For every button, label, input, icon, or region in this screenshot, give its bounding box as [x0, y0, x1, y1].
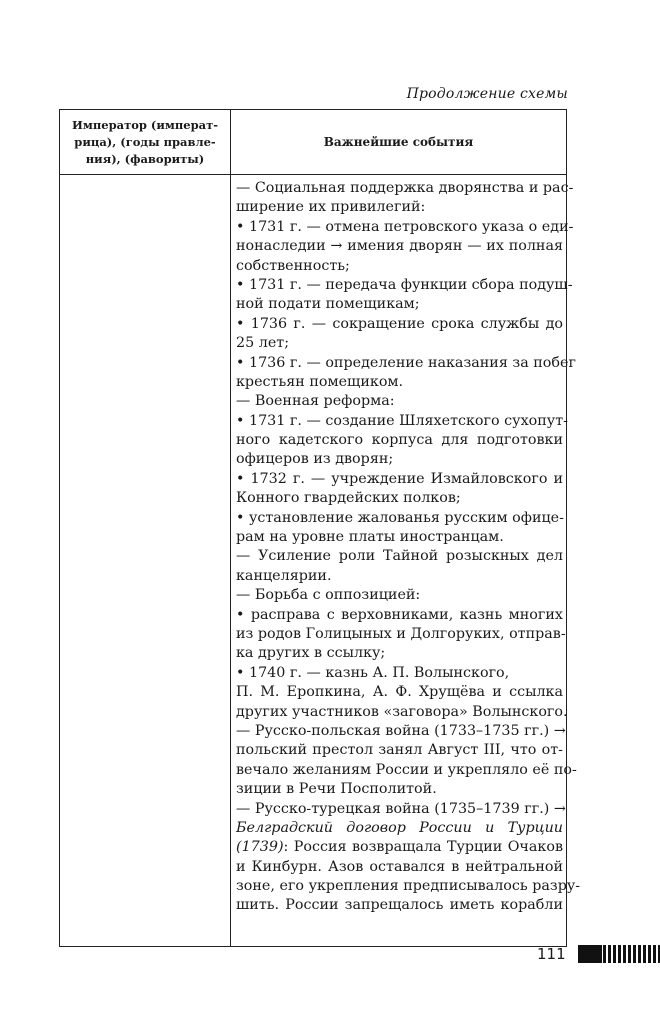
event-line: • 1740 г. — казнь А. П. Волынского,	[236, 664, 510, 681]
page-decor-bar	[578, 945, 660, 963]
header-emperor-line: рица), (годы правле-	[74, 134, 216, 149]
event-line: зиции в Речи Посполитой.	[236, 781, 437, 798]
event-line: — Социальная поддержка дворянства и рас-	[236, 180, 574, 196]
header-emperor-line: Император (императ-	[71, 117, 218, 132]
event-line: и Кинбурн. Азов оставался в нейтральной	[236, 858, 563, 875]
event-line: из родов Голицыных и Долгоруких, отправ-	[236, 625, 566, 642]
header-events: Важнейшие события	[323, 135, 474, 149]
event-line: ного кадетского корпуса для подготовки	[236, 432, 563, 449]
page-footer	[0, 942, 660, 966]
events-cell	[236, 179, 581, 916]
table-header-row	[60, 110, 566, 175]
event-line: • установление жалованья русским офице-	[236, 509, 564, 526]
event-line: • 1732 г. — учреждение Измайловского и	[236, 470, 563, 487]
event-line: ной подати помещикам;	[236, 296, 420, 313]
header-emperor-line: ния), (фавориты)	[85, 151, 205, 166]
event-line: ка других в ссылку;	[236, 645, 386, 662]
event-line: нонаследии → имения дворян — их полная	[236, 238, 563, 255]
event-line: • 1736 г. — определение наказания за побег	[236, 354, 576, 371]
column-divider	[230, 110, 231, 946]
event-line: • 1731 г. — отмена петровского указа о еди-	[236, 218, 574, 235]
event-line: Конного гвардейских полков;	[236, 490, 461, 507]
event-line: — Усиление роли Тайной розыскных дел	[236, 548, 563, 565]
event-line: (1739): Россия возвращала Турции Очаков	[236, 839, 563, 856]
event-line: других участников «заговора» Волынского.	[236, 703, 568, 720]
event-line: • расправа с верховниками, казнь многих	[236, 606, 563, 623]
event-line: П. М. Еропкина, А. Ф. Хрущёва и ссылка	[236, 684, 563, 701]
event-line: зоне, его укрепления предписывалось разру-	[236, 878, 581, 895]
event-line: — Русско-польская война (1733–1735 гг.) →	[236, 722, 566, 739]
event-line: — Русско-турецкая война (1735–1739 гг.) →	[236, 800, 566, 817]
event-line: офицеров из дворян;	[236, 451, 394, 468]
event-line: канцелярии.	[236, 567, 332, 584]
event-line: польский престол занял Август III, что от-	[236, 742, 563, 759]
event-line: 25 лет;	[236, 335, 290, 352]
event-line: — Борьба с оппозицией:	[236, 587, 421, 604]
event-line: крестьян помещиком.	[236, 373, 404, 390]
event-line: рам на уровне платы иностранцам.	[236, 529, 504, 546]
event-line: шить. России запрещалось иметь корабли	[236, 897, 563, 914]
page-number: 111	[537, 945, 566, 963]
event-line: собственность;	[236, 257, 350, 274]
continuation-label: Продолжение схемы	[406, 86, 568, 102]
event-line: Белградский договор России и Турции	[236, 819, 563, 836]
event-line: • 1736 г. — сокращение срока службы до	[236, 315, 563, 332]
event-line: ширение их привилегий:	[236, 199, 426, 216]
event-line: • 1731 г. — передача функции сбора подуш-	[236, 276, 573, 293]
event-line: • 1731 г. — создание Шляхетского сухопут-	[236, 412, 568, 429]
header-emperor	[60, 110, 230, 174]
event-line: — Военная реформа:	[236, 393, 395, 410]
event-line: вечало желаниям России и укрепляло её по-	[236, 761, 577, 778]
events-table	[59, 109, 581, 947]
